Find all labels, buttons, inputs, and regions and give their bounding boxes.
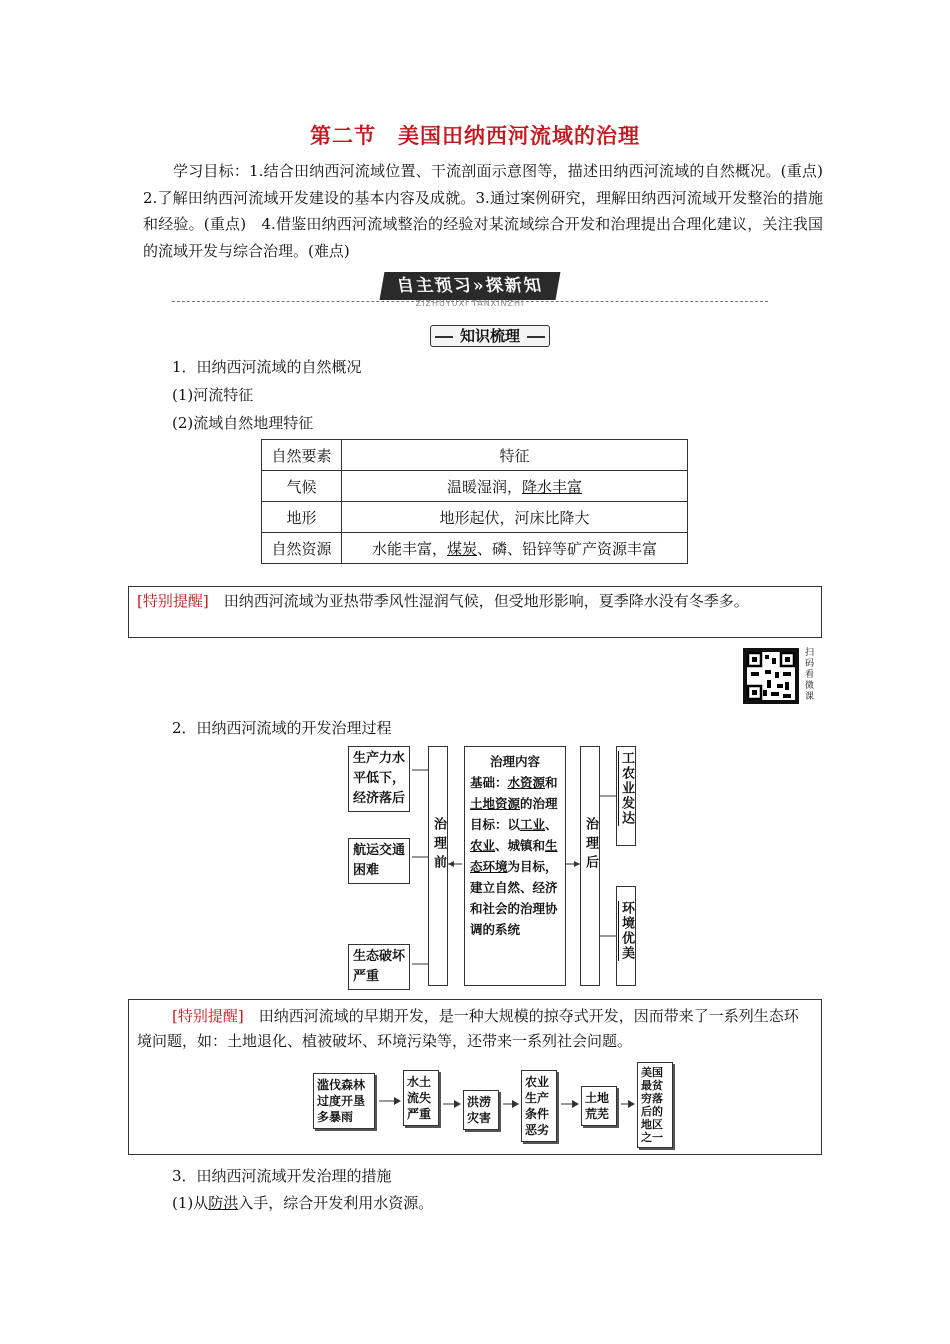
learning-objectives: 学习目标：1.结合田纳西河流域位置、干流剖面示意图等，描述田纳西河流域的自然概况。(重点) 2.了解田纳西河流域开发建设的基本内容及成就。3.通过案例研究，理解田纳西河流域开发整治的措施和经验。(重点) 4.借鉴田纳西河流域整治的经验对某流域综合开发和治理提出合理化建议，关注我国的流域开发与综合治理。(难点) — [143, 162, 839, 260]
flow-arrows — [340, 740, 640, 990]
table-cell: 水能丰富，煤炭、磷、铅锌等矿产资源丰富 — [342, 533, 688, 564]
table-row — [262, 502, 688, 533]
table-cell: 气候 — [262, 471, 342, 502]
tip-box-1 — [128, 586, 822, 638]
basin-features: (2)流域自然地理特征 — [172, 414, 314, 432]
section-heading-1: 1．田纳西河流域的自然概况 — [172, 358, 362, 376]
center-title: 治理内容 — [489, 754, 540, 769]
chain-node: 美国最贫穷落后的地区之一 — [637, 1062, 673, 1148]
chain-arrows — [129, 1000, 823, 1156]
river-features: (1)河流特征 — [172, 386, 254, 404]
center-basis: 基础：水资源和土地资源的治理 — [470, 775, 558, 811]
table-header: 自然要素 — [262, 440, 342, 471]
before-item: 航运交通困难 — [348, 838, 410, 884]
center-goal: 目标：以工业、农业、城镇和生态环境为目标，建立自然、经济和社会的治理协调的系统 — [470, 817, 558, 937]
tip-text: 田纳西河流域的早期开发，是一种大规模的掠夺式开发，因而带来了一系列生态环境问题，如：土地退化、植被破坏、环境污染等，还带来一系列社会问题。 — [137, 1007, 799, 1050]
chain-node: 洪涝灾害 — [463, 1090, 499, 1130]
banner-pinyin: ZIZHUYUXI TANXINZHI — [415, 299, 525, 308]
table-cell: 地形起伏，河床比降大 — [342, 502, 688, 533]
tip-text: 田纳西河流域为亚热带季风性湿润气候，但受地形影响，夏季降水没有冬季多。 — [208, 592, 749, 610]
section-heading-2: 2．田纳西河流域的开发治理过程 — [172, 719, 392, 737]
chain-node: 土地荒芜 — [581, 1086, 617, 1126]
qr-code-icon[interactable] — [743, 648, 799, 704]
after-item: 环境优美 — [616, 886, 636, 986]
after-label: 治理后 — [583, 817, 598, 874]
before-item: 生态破坏严重 — [348, 944, 410, 990]
knowledge-banner: 知识梳理 — [430, 325, 550, 347]
section-heading-3: 3．田纳西河流域开发治理的措施 — [172, 1167, 392, 1185]
before-item: 生产力水平低下，经济落后 — [348, 746, 410, 812]
table-row — [262, 533, 688, 564]
section-banner: 自主预习»探新知 — [380, 272, 561, 300]
table-header: 特征 — [342, 440, 688, 471]
after-item: 工农业发达 — [616, 746, 636, 846]
qr-caption: 扫码看微课 — [805, 648, 815, 702]
chain-node: 滥伐森林过度开垦多暴雨 — [313, 1073, 375, 1129]
chain-node: 农业生产条件恶劣 — [521, 1070, 557, 1142]
geo-table — [261, 439, 688, 564]
table-cell: 地形 — [262, 502, 342, 533]
chain-node: 水土流失严重 — [403, 1070, 439, 1126]
tip-box-2 — [128, 999, 822, 1155]
page-title: 第二节 美国田纳西河流域的治理 — [310, 123, 640, 148]
tip-label: [特别提醒] — [137, 592, 209, 610]
table-row — [262, 471, 688, 502]
table-cell: 温暖湿润，降水丰富 — [342, 471, 688, 502]
measure-1: (1)从防洪入手，综合开发利用水资源。 — [172, 1194, 434, 1212]
before-label: 治理前 — [431, 817, 446, 874]
table-cell: 自然资源 — [262, 533, 342, 564]
table-header-row — [262, 440, 688, 471]
tip-label: [特别提醒] — [172, 1007, 244, 1025]
